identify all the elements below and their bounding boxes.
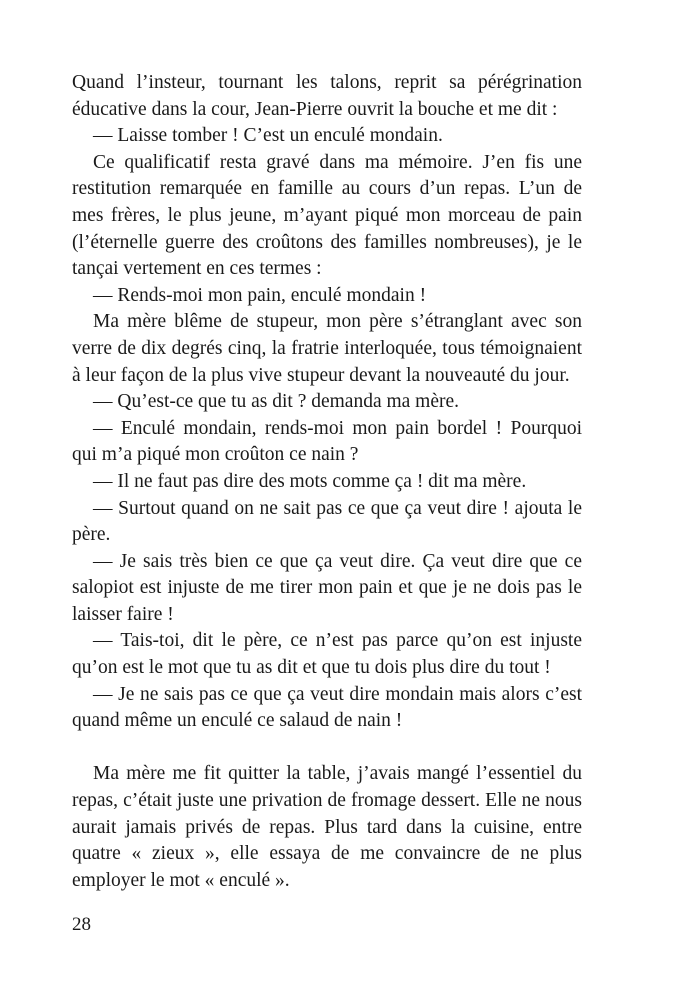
dialogue-line: — Je sais très bien ce que ça veut dire. Ça veut dire que ce salopiot est injuste de me tirer mon pain et que je ne dois pas le laisser faire ! — [72, 550, 582, 625]
dialogue-line: — Tais-toi, dit le père, ce n’est pas parce qu’on est injuste qu’on est le mot que tu as dit et que tu dois plus dire du tout ! — [72, 630, 582, 679]
dialogue-line: — Il ne faut pas dire des mots comme ça ! dit ma mère. — [93, 470, 527, 492]
paragraph: Ma mère blême de stupeur, mon père s’étranglant avec son verre de dix degrés cinq, la fratrie interloquée, tous témoignaient à leur façon de la plus vive stupeur devant la nouveauté du jour. — [72, 311, 582, 386]
dialogue-line: — Je ne sais pas ce que ça veut dire mondain mais alors c’est quand même un enculé ce salaud de nain ! — [72, 683, 582, 732]
paragraph: Ce qualificatif resta gravé dans ma mémoire. J’en fis une restitution remarquée en famille au cours d’un repas. L’un de mes frères, le plus jeune, m’ayant piqué mon morceau de pain (l’éternelle guerre des croûtons des familles nombreuses), je le tançai vertement en ces termes : — [72, 151, 582, 280]
dialogue-line: — Rends-moi mon pain, enculé mondain ! — [93, 284, 427, 306]
paragraph: Quand l’insteur, tournant les talons, reprit sa pérégrination éducative dans la cour, Jean-Pierre ouvrit la bouche et me dit : — [72, 72, 582, 120]
paragraph: Ma mère me fit quitter la table, j’avais mangé l’essentiel du repas, c’était juste une privation de fromage dessert. Elle ne nous aurait jamais privés de repas. Plus tard dans la cuisine, entre quatre « zieux », elle essaya de me convaincre de ne plus employer le mot « enculé ». — [72, 763, 582, 891]
section-break — [72, 735, 582, 762]
page-body — [72, 70, 582, 894]
dialogue-line: — Surtout quand on ne sait pas ce que ça veut dire ! ajouta le père. — [72, 497, 582, 546]
page-number: 28 — [72, 914, 91, 935]
dialogue-line: — Enculé mondain, rends-moi mon pain bordel ! Pourquoi qui m’a piqué mon croûton ce nain ? — [72, 417, 582, 466]
dialogue-line: — Qu’est-ce que tu as dit ? demanda ma mère. — [93, 391, 460, 413]
dialogue-line: — Laisse tomber ! C’est un enculé mondain. — [93, 125, 443, 147]
